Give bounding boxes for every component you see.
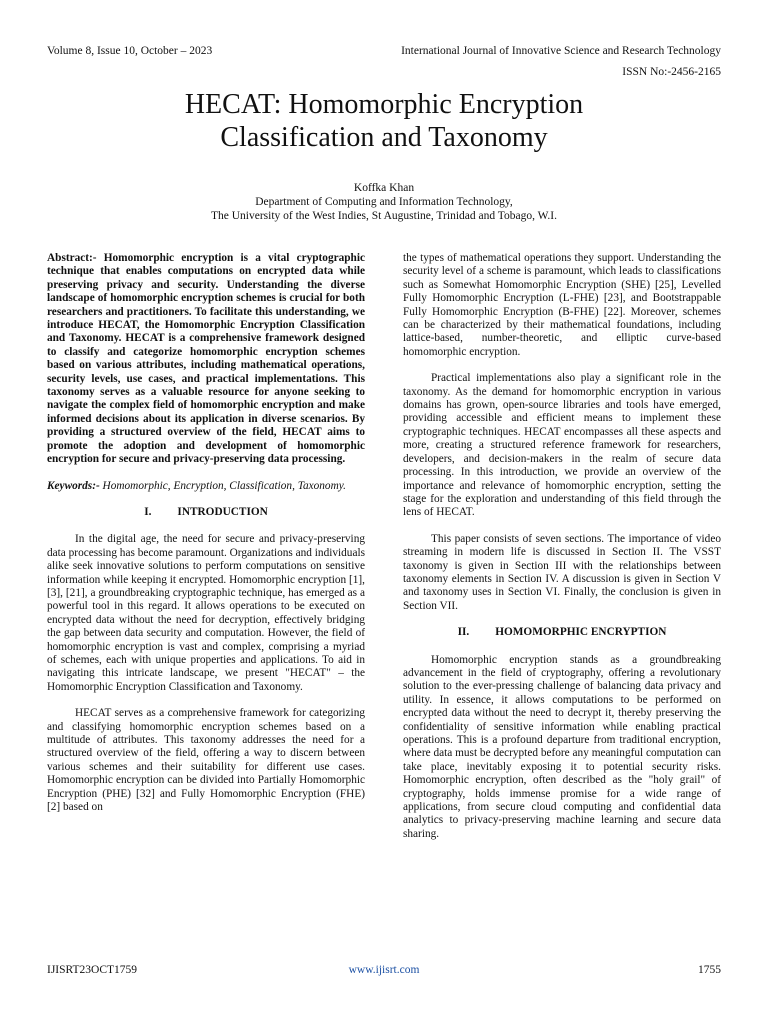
paragraph: the types of mathematical operations they support. Understanding the security level of a scheme is paramount, which leads to classifications such as Somewhat Homomorphic Encryption (SHE) [25], Levelled Fully Homomorphic Encryption (L-FHE) [23], and Bootstrappable Fully Homomorphic Encryption (B-FHE) [22]. Moreover, schemes can be characterized by their mathematical foundations, including lattice-based, number-theoretic, and elliptic curve-based homomorphic encryption. (403, 252, 721, 358)
paragraph: Practical implementations also play a significant role in the taxonomy. As the demand for homomorphic encryption in various domains has grown, open-source libraries and tools have emerged, providing accessible and efficient means to implement these cryptographic techniques. HECAT encompasses all these aspects and more, creating a structured reference framework for researchers, developers, and decision-makers in the realm of secure data processing. In this introduction, we provide an overview of the importance and relevance of homomorphic encryption, setting the stage for the exploration and understanding of this field through the lens of HECAT. (403, 372, 721, 519)
paper-id: IJISRT23OCT1759 (47, 964, 138, 976)
paragraph: HECAT serves as a comprehensive framework for categorizing and classifying homomorphic encryption schemes based on a multitude of attributes. This taxonomy addresses the need for a structured overview of the field, offering a way to discern between various schemes and their suitability for different use cases. Homomorphic encryption can be divided into Partially Homomorphic Encryption (PHE) [32] and Fully Homomorphic Encryption (FHE) [2] based on (47, 707, 365, 814)
section-title: HOMOMORPHIC ENCRYPTION (495, 626, 667, 639)
section-number: II. (457, 626, 470, 639)
paragraph: This paper consists of seven sections. The importance of video streaming in modern life is discussed in Section II. The VSST taxonomy is given in Section III with the relationships between taxonomy elements in Section IV. A discussion is given in Section V and taxonomy uses in Section VI. Finally, the conclusion is given in Section VII. (403, 532, 721, 612)
issn: ISSN No:-2456-2165 (622, 66, 721, 78)
journal-website (0, 964, 768, 976)
author-block (0, 181, 768, 223)
title-line-1: HECAT: Homomorphic Encryption (184, 89, 584, 120)
right-column (403, 252, 721, 854)
section-heading-homomorphic-encryption (403, 626, 721, 639)
paragraph: Homomorphic encryption stands as a groundbreaking advancement in the field of cryptography, offering a revolutionary solution to the ever-pressing challenge of balancing data privacy and utility. In essence, it allows computations to be performed on encrypted data without the need to decrypt it, thereby preserving the confidentiality of sensitive information while enabling practical operations. This is a profound departure from traditional encryption, where data must be decrypted before any meaningful computation can take place, inevitably exposing it to potential security risks. Homomorphic encryption, often described as the "holy grail" of cryptography, holds immense promise for a wide range of applications, from secure cloud computing and confidential data analytics to privacy-preserving machine learning and secure data sharing. (403, 653, 721, 840)
journal-name: International Journal of Innovative Science and Research Technology (401, 45, 721, 57)
abstract: Abstract:- Homomorphic encryption is a vital cryptographic technique that enables computations on encrypted data while preserving privacy and security. Understanding the diverse landscape of homomorphic encryption schemes is crucial for both researchers and practitioners. To facilitate this understanding, we introduce HECAT, the Homomorphic Encryption Classification and Taxonomy. HECAT is a comprehensive framework designed to classify and categorize homomorphic encryption schemes based on various attributes, including mathematical operations, security levels, use cases, and practical implementations. This taxonomy serves as a valuable resource for anyone seeking to navigate the complex field of homomorphic encryption and make informed decisions about its application in diverse scenarios. By providing a structured overview of the field, HECAT aims to promote the adoption and development of homomorphic encryption for secure and privacy-preserving data processing. (47, 252, 365, 466)
left-column (47, 252, 365, 827)
paper-title (0, 88, 768, 154)
page-number: 1755 (698, 964, 721, 976)
keywords-text: Homomorphic, Encryption, Classification, Taxonomy. (99, 479, 346, 492)
title-line-2: Classification and Taxonomy (220, 122, 548, 153)
keywords (47, 480, 365, 493)
author-name: Koffka Khan (353, 182, 415, 194)
author-department: Department of Computing and Information Technology, (255, 196, 513, 208)
author-affiliation: The University of the West Indies, St Augustine, Trinidad and Tobago, W.I. (210, 210, 558, 222)
keywords-label: Keywords:- (47, 479, 100, 492)
journal-volume: Volume 8, Issue 10, October – 2023 (47, 45, 213, 57)
section-number: I. (144, 505, 152, 518)
journal-website-link[interactable]: www.ijisrt.com (348, 964, 420, 976)
section-title: INTRODUCTION (177, 505, 268, 518)
section-heading-introduction (47, 506, 365, 519)
paragraph: In the digital age, the need for secure and privacy-preserving data processing has become paramount. Organizations and individuals alike seek innovative solutions to perform computations on sensitive information while keeping it encrypted. Homomorphic encryption [1], [3], [21], a groundbreaking cryptographic technique, has emerged as a powerful tool in this regard. It allows operations to be executed on encrypted data without the need for decryption, effectively bridging the gap between data security and computation. However, the field of homomorphic encryption is vast and complex, comprising a myriad of schemes, each with unique properties and applications. To aid in navigating this intricate landscape, we present "HECAT" – the Homomorphic Encryption Classification and Taxonomy. (47, 533, 365, 693)
